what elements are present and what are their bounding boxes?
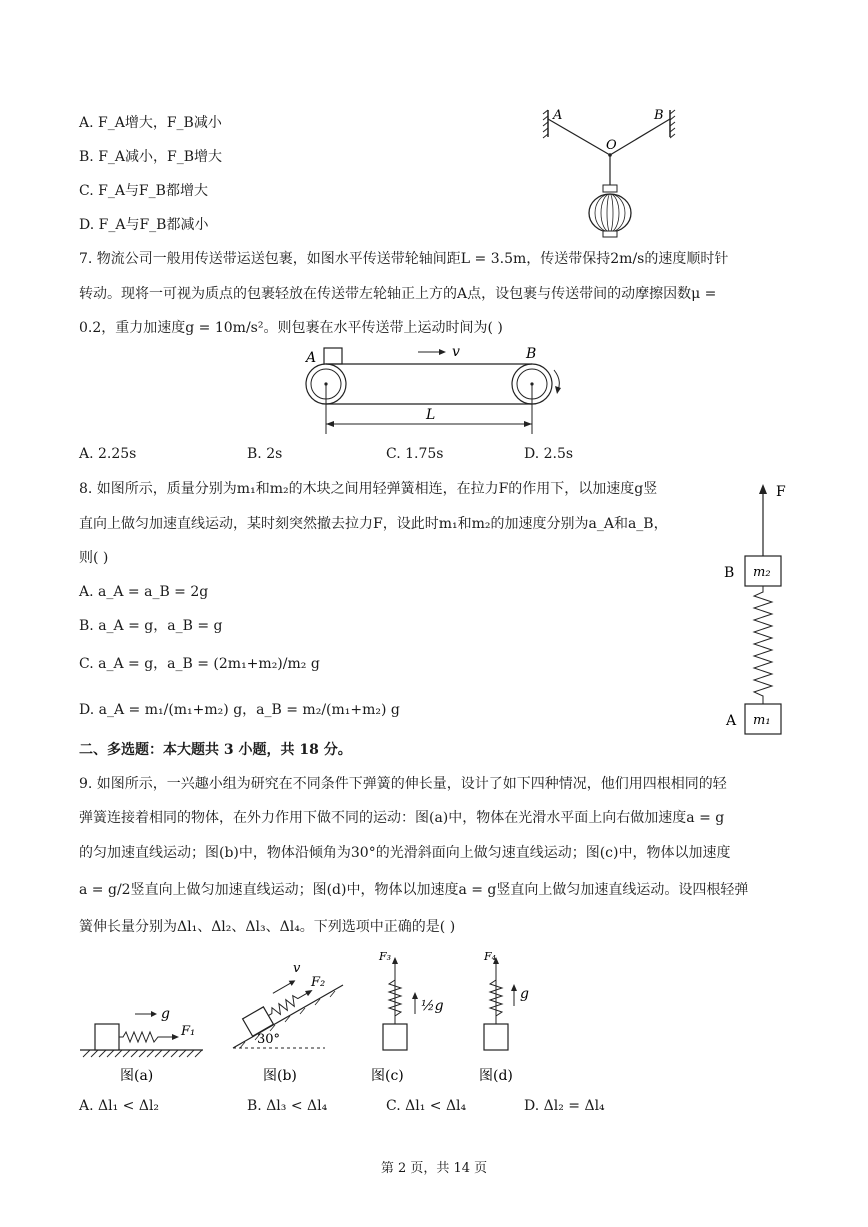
q8-label-m1: m₁ [753,713,771,728]
q6-option-b: B. F_A减小，F_B增大 [79,149,223,165]
q9-figure-b [233,961,343,1084]
q9c-caption: 图(c) [371,1068,404,1084]
q9-option-b: B. Δl₃ < Δl₄ [247,1098,328,1114]
q8-line-3: 则( ) [79,550,109,566]
q9-line-5: 簧伸长量分别为Δl₁、Δl₂、Δl₃、Δl₄。下列选项中正确的是( ) [79,919,456,935]
q7-label-a: A [306,350,317,366]
q8-line-1: 8. 如图所示，质量分别为m₁和m₂的木块之间用轻弹簧相连，在拉力F的作用下，以加速度g竖 [79,481,658,497]
q7-option-d: D. 2.5s [524,446,574,462]
q8-label-a: A [726,713,737,729]
q9b-caption: 图(b) [263,1068,297,1084]
q9-figure-c [371,950,444,1084]
section-multi-choice-heading: 二、多选题：本大题共 3 小题，共 18 分。 [79,742,352,758]
q7-conveyor-figure [300,342,580,437]
q8-label-m2: m₂ [753,565,771,580]
q7-line-3: 0.2，重力加速度g = 10m/s²。则包裹在水平传送带上运动时间为( ) [79,320,503,336]
q7-option-b: B. 2s [247,446,283,462]
q8-label-f: F [776,484,786,500]
q9-line-4: a = g/2竖直向上做匀加速直线运动；图(d)中，物体以加速度a = g竖直向上做匀加速直线运动。设四根轻弹 [79,882,749,898]
q8-option-b: B. a_A = g，a_B = g [79,618,223,634]
q8-option-a: A. a_A = a_B = 2g [79,584,209,600]
page-footer: 第 2 页，共 14 页 [380,1161,488,1176]
q9b-label-f2: F₂ [311,975,326,990]
q9-figures [75,940,545,1090]
q7-label-b: B [526,346,537,362]
q9c-label-half-g: ½g [421,998,444,1014]
q6-label-b: B [654,108,664,123]
q9-line-2: 弹簧连接着相同的物体，在外力作用下做不同的运动：图(a)中，物体在光滑水平面上向右做加速度a = g [79,810,725,826]
q7-label-l: L [426,407,436,423]
q6-option-d: D. F_A与F_B都减小 [79,217,209,233]
q8-option-d: D. a_A = m₁/(m₁+m₂) g，a_B = m₂/(m₁+m₂) g [79,702,400,718]
q6-option-a: A. F_A增大，F_B减小 [79,115,222,131]
q8-spring-blocks-figure [718,478,818,740]
q9a-label-g: g [161,1006,170,1022]
q9b-label-v: v [293,961,301,976]
q7-label-v: v [452,344,460,360]
q9b-label-angle: 30° [257,1032,281,1047]
q6-option-c: C. F_A与F_B都增大 [79,183,208,199]
q6-label-o: O [606,138,617,153]
q9c-label-f3: F₃ [379,950,392,963]
q9a-label-f1: F₁ [181,1024,196,1039]
q9a-caption: 图(a) [120,1068,154,1084]
q6-lantern-figure [540,105,690,240]
q7-line-1: 7. 物流公司一般用传送带运送包裹，如图水平传送带轮轴间距L = 3.5m，传送带保持2m/s的速度顺时针 [79,251,729,267]
q9-line-1: 9. 如图所示，一兴趣小组为研究在不同条件下弹簧的伸长量，设计了如下四种情况，他们用四根相同的轻 [79,776,727,792]
q9-option-a: A. Δl₁ < Δl₂ [79,1098,160,1114]
q6-label-a: A [553,108,563,123]
q8-line-2: 直向上做匀加速直线运动，某时刻突然撤去拉力F，设此时m₁和m₂的加速度分别为a_A和a_B， [79,516,668,532]
q9d-label-g: g [520,986,529,1002]
q9-figure-d [479,950,529,1084]
q9-figure-a [80,1006,203,1084]
q8-label-b: B [724,565,735,581]
q9-option-d: D. Δl₂ = Δl₄ [524,1098,605,1114]
q9-option-c: C. Δl₁ < Δl₄ [386,1098,467,1114]
q9d-caption: 图(d) [479,1068,513,1084]
q8-option-c: C. a_A = g，a_B = (2m₁+m₂)/m₂ g [79,656,320,672]
q7-option-c: C. 1.75s [386,446,444,462]
q7-line-2: 转动。现将一可视为质点的包裹轻放在传送带左轮轴正上方的A点，设包裹与传送带间的动摩擦因数μ = [79,286,717,302]
q7-option-a: A. 2.25s [79,446,137,462]
q9d-label-f4: F₄ [484,950,497,963]
q9-line-3: 的匀加速直线运动；图(b)中，物体沿倾角为30°的光滑斜面向上做匀速直线运动；图(c)中，物体以加速度 [79,845,731,861]
